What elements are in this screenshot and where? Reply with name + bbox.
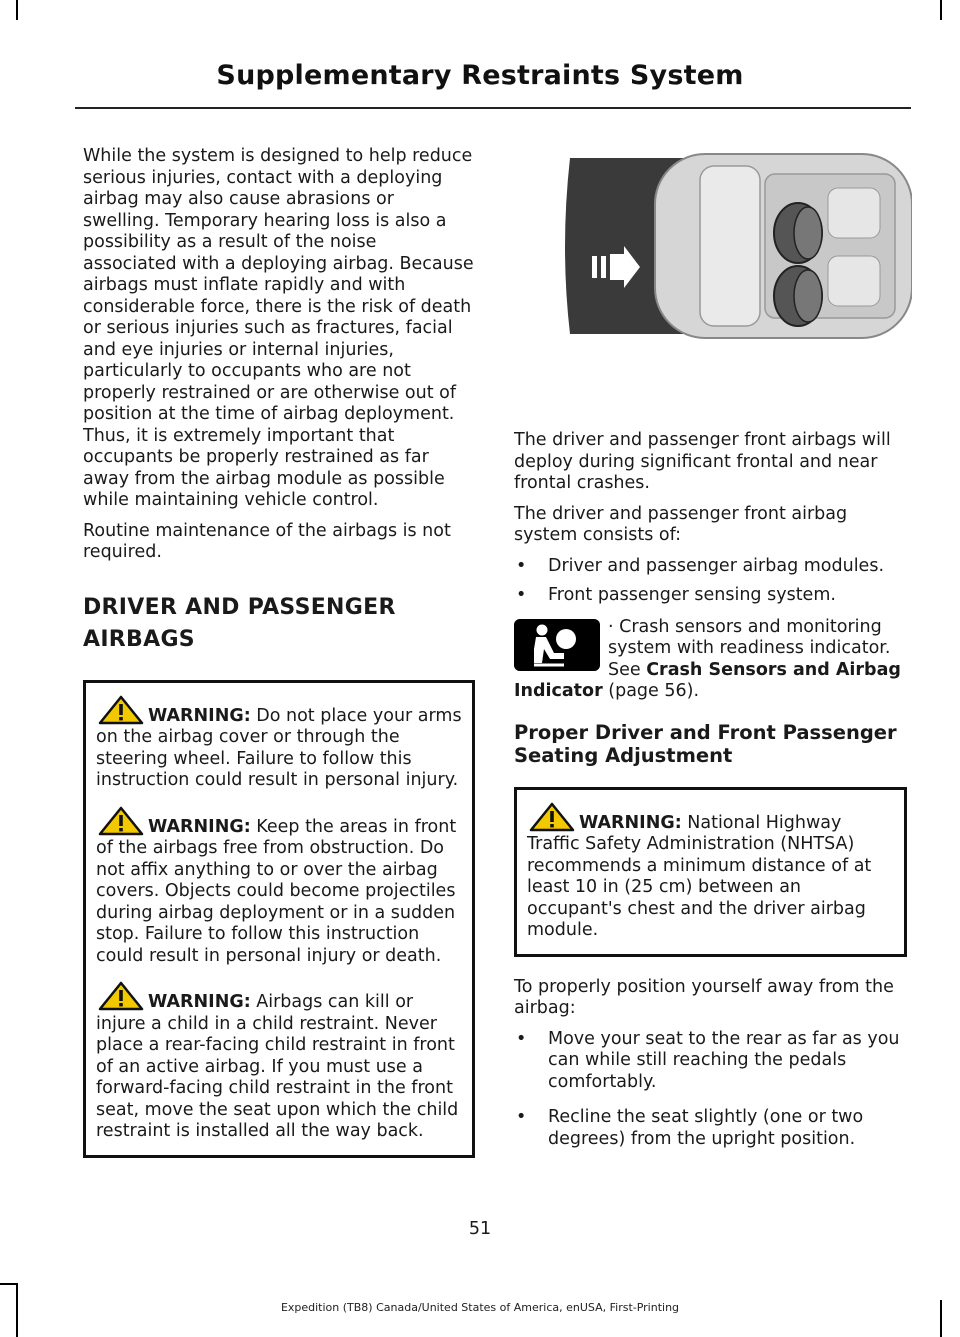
warning-label: WARNING: [148,816,251,837]
bullet-mark: • [516,585,527,605]
airbag-driver-inner [794,207,822,259]
warning-text: National Highway Traffic Safety Administration (NHTSA) recommends a minimum distance of at least 10 in (25 cm) between an occupant's chest and the driver airbag module. [527,812,872,940]
indicator-row [514,617,907,703]
crop-mark-top-right [940,0,942,20]
warning-label: WARNING: [148,992,251,1012]
position-intro: To properly position yourself away from the airbag: [514,976,894,1018]
warning-triangle-icon [98,695,144,725]
warning-box-left [83,680,475,1158]
maintenance-paragraph: Routine maintenance of the airbags is not required. [83,520,451,562]
airbag-indicator-icon [514,619,600,671]
windshield [700,166,760,326]
airbag-passenger-inner [794,270,822,322]
section-heading-line2: AIRBAGS [83,626,195,652]
section-heading-line1: DRIVER AND PASSENGER [83,594,396,620]
consists-paragraph: The driver and passenger front airbag system consists of: [514,503,848,545]
warning-label: WARNING: [579,812,682,833]
list-item: • Recline the seat slightly (one or two degrees) from the upright position. [516,1107,864,1149]
warning-label: WARNING: [148,705,251,726]
right-column [514,430,907,1160]
warning-text: Do not place your arms on the airbag cover or through the steering wheel. Failure to follow this instruction could result in personal injury. [96,705,462,790]
warning-paragraph-nhtsa [527,802,895,942]
bullet-mark: • [516,555,527,576]
warning-triangle-icon [529,802,575,832]
bullet-mark: • [516,1028,527,1049]
crash-sensors-link[interactable]: Crash Sensors and Airbag Indicator [514,659,901,701]
section-heading [83,592,475,656]
warning-paragraph-3 [96,981,464,1143]
indicator-paragraph: · Crash sensors and monitoring system with readiness indicator. See Crash Sensors and Airbag Indicator (page 56). [514,616,901,701]
list-item: • Driver and passenger airbag modules. [516,555,885,576]
car-airbag-illustration [560,148,912,344]
position-list [514,1029,907,1151]
footer-edition: Expedition (TB8) Canada/United States of America, enUSA, First-Printing [280,1301,680,1314]
page-title: Supplementary Restraints System [216,60,744,91]
seating-subheading: Proper Driver and Front Passenger Seating Adjustment [514,720,897,767]
seat-right [828,256,880,306]
list-item: • Front passenger sensing system. [516,585,836,605]
warning-box-right [514,787,907,957]
bullet-mark: • [516,1107,527,1127]
crop-mark-top-left [16,0,18,20]
warning-paragraph-2 [96,806,464,968]
intro-paragraph: While the system is designed to help reduce serious injuries, contact with a deploying airbag may also cause abrasions or swelling. Temporary hearing loss is also a possibility as a result of the noise associated with a deploying airbag. Because airbags must inflate rapidly and with considerable force, there is the risk of death or serious injuries such as fractures, facial and eye injuries or internal injuries, particularly to occupants who are not properly restrained or are otherwise out of position at the time of airbag deployment. Thus, it is extremely important that occupants be properly restrained as far away from the airbag module as possible while maintaining vehicle control. [83,146,474,510]
title-rule [75,107,911,109]
page-number: 51 [468,1219,492,1239]
seat-left [828,188,880,238]
warning-paragraph-1 [96,695,464,792]
deploy-paragraph: The driver and passenger front airbags will deploy during significant frontal and near frontal crashes. [514,430,891,493]
warning-text: Airbags can kill or injure a child in a child restraint. Never place a rear-facing child restraint in front of an active airbag. If you must use a forward-facing child restraint in the front seat, move the seat upon which the child restraint is installed all the way back. [96,992,459,1141]
left-column [83,146,475,1158]
warning-text: Keep the areas in front of the airbags free from obstruction. Do not affix anything to or over the airbag covers. Objects could become projectiles during airbag deployment or in a sudden stop. Failure to follow this instruction could result in personal injury or death. [96,816,457,966]
list-item: • Move your seat to the rear as far as you can while still reaching the pedals comfortably. [516,1028,900,1092]
warning-triangle-icon [98,806,144,836]
components-list [514,556,907,607]
crop-mark-bottom-left-h [0,1283,18,1285]
warning-triangle-icon [98,981,144,1011]
